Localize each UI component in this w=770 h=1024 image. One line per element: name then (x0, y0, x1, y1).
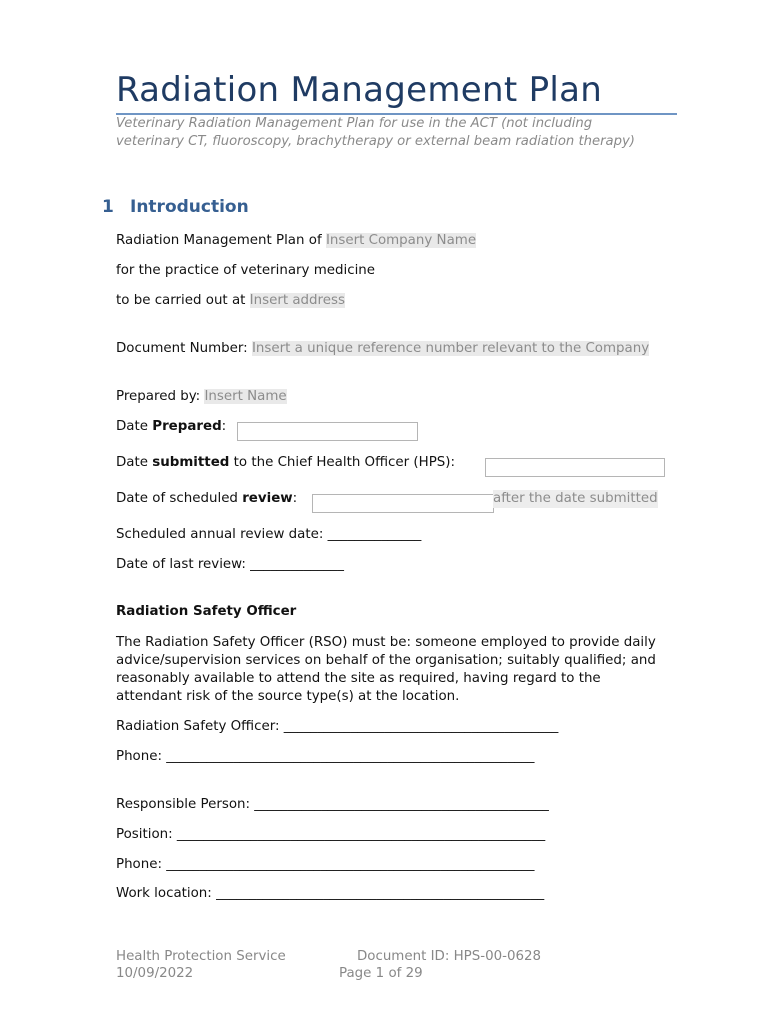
section-heading-introduction (102, 197, 249, 217)
date-prepared-suffix: : (221, 419, 227, 434)
responsible-phone-line: Phone: _______________________________________________________ (116, 857, 535, 872)
rso-description: The Radiation Safety Officer (RSO) must be: someone employed to provide daily advice/supervision services on behalf of the organisation; suitably qualified; and reasonably available to attend the site as required, having regard to the attendant risk of the source type(s) at the location. (116, 635, 656, 704)
date-review-prefix: Date of scheduled (116, 491, 243, 506)
date-prepared-prefix: Date (116, 419, 153, 434)
position-line: Position: _______________________________________________________ (116, 827, 546, 842)
footer-center (339, 948, 559, 982)
document-subtitle: Veterinary Radiation Management Plan for use in the ACT (not including veterinary CT, fluoroscopy, brachytherapy or external beam radiation therapy) (116, 116, 635, 149)
date-prepared-label (116, 418, 226, 436)
date-review-suffix: : (292, 491, 298, 506)
rso-heading: Radiation Safety Officer (116, 604, 297, 619)
carried-out-label: to be carried out at (116, 293, 246, 308)
prepared-by-line (116, 388, 287, 406)
prepared-by-label: Prepared by: (116, 389, 201, 404)
address-line (116, 292, 345, 310)
date-submitted-suffix: to the Chief Health Officer (HPS): (229, 455, 456, 470)
document-number-line (116, 340, 656, 358)
plan-of-line (116, 232, 476, 250)
section-title: Introduction (130, 197, 249, 217)
date-submitted-prefix: Date (116, 455, 153, 470)
rso-phone-line: Phone: _______________________________________________________ (116, 749, 535, 764)
last-review-line: Date of last review: ______________ (116, 557, 344, 572)
date-submitted-input[interactable] (485, 458, 665, 477)
work-location-line: Work location: _________________________________________________ (116, 886, 545, 901)
date-submitted-label (116, 454, 455, 472)
after-date-submitted-text: after the date submitted (493, 491, 658, 506)
date-review-input[interactable] (312, 494, 494, 513)
practice-line: for the practice of veterinary medicine (116, 263, 376, 278)
footer-org: Health Protection Service (116, 949, 286, 964)
document-title: Radiation Management Plan (116, 70, 603, 110)
document-number-label: Document Number: (116, 341, 248, 356)
date-review-label (116, 490, 297, 508)
document-number-field[interactable]: Insert a unique reference number relevant to the Company (251, 341, 650, 356)
date-submitted-bold: submitted (152, 455, 230, 470)
rso-name-line: Radiation Safety Officer: _________________________________________ (116, 719, 559, 734)
section-number: 1 (102, 197, 114, 217)
footer-doc-id: Document ID: HPS-00-0628 (356, 949, 542, 964)
plan-of-label: Radiation Management Plan of (116, 233, 322, 248)
date-prepared-bold: Prepared (152, 419, 222, 434)
date-review-bold: review (242, 491, 293, 506)
responsible-person-line: Responsible Person: ____________________________________________ (116, 797, 549, 812)
footer-page-number: Page 1 of 29 (339, 966, 423, 981)
company-name-field[interactable]: Insert Company Name (325, 233, 477, 248)
annual-review-line: Scheduled annual review date: ______________ (116, 527, 422, 542)
address-field[interactable]: Insert address (249, 293, 345, 308)
prepared-by-field[interactable]: Insert Name (204, 389, 287, 404)
date-prepared-input[interactable] (237, 422, 418, 441)
footer-date: 10/09/2022 (116, 966, 194, 981)
footer-left (116, 948, 286, 982)
